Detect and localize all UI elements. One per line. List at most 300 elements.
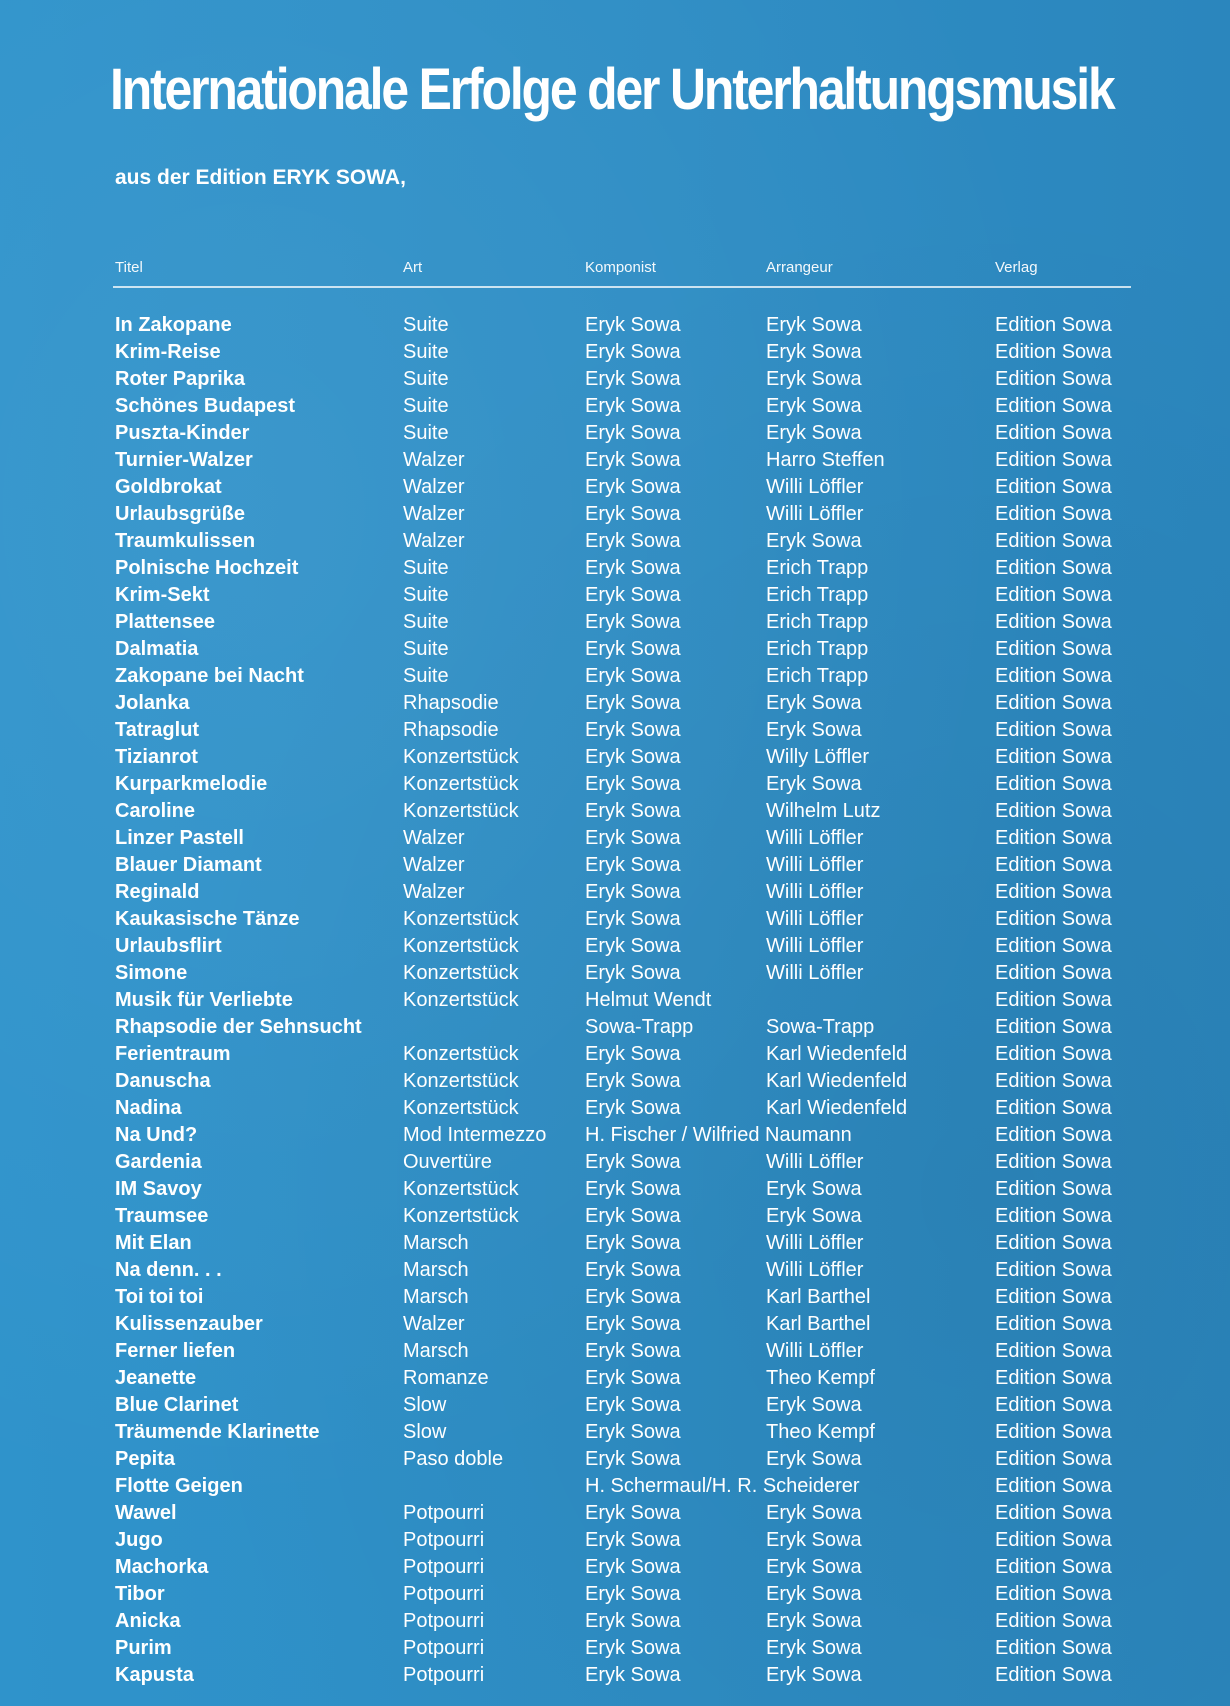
table-row (0, 1527, 1230, 1554)
row-title: Urlaubsflirt (115, 935, 222, 957)
row-art: Mod Intermezzo (403, 1124, 547, 1146)
row-arrangeur: Eryk Sowa (766, 719, 862, 741)
row-title: Roter Paprika (115, 368, 246, 390)
row-art: Potpourri (403, 1664, 485, 1686)
row-art: Konzertstück (403, 1070, 519, 1092)
table-row (0, 501, 1230, 528)
row-title: Pepita (115, 1448, 176, 1470)
row-verlag: Edition Sowa (995, 1556, 1112, 1578)
row-art: Walzer (403, 530, 465, 552)
row-verlag: Edition Sowa (995, 314, 1112, 336)
table-row (0, 1014, 1230, 1041)
row-art: Suite (403, 665, 449, 687)
row-art: Konzertstück (403, 1205, 519, 1227)
table-row (0, 1338, 1230, 1365)
row-verlag: Edition Sowa (995, 719, 1112, 741)
row-arrangeur: Eryk Sowa (766, 1394, 862, 1416)
table-row (0, 825, 1230, 852)
row-arrangeur: Karl Barthel (766, 1313, 871, 1335)
row-komponist: Eryk Sowa (585, 908, 681, 930)
row-art: Suite (403, 314, 449, 336)
row-komponist: Eryk Sowa (585, 1556, 681, 1578)
row-arrangeur: Willi Löffler (766, 962, 864, 984)
row-verlag: Edition Sowa (995, 584, 1112, 606)
row-komponist: Eryk Sowa (585, 827, 681, 849)
table-row (0, 690, 1230, 717)
row-komponist: Eryk Sowa (585, 530, 681, 552)
row-verlag: Edition Sowa (995, 395, 1112, 417)
table-row (0, 852, 1230, 879)
row-arrangeur: Karl Barthel (766, 1286, 871, 1308)
row-art: Suite (403, 395, 449, 417)
row-art: Marsch (403, 1259, 469, 1281)
row-title: Reginald (115, 881, 200, 903)
row-arrangeur: Eryk Sowa (766, 692, 862, 714)
row-arrangeur: Eryk Sowa (766, 1178, 862, 1200)
table-row (0, 1041, 1230, 1068)
row-title: Simone (115, 962, 188, 984)
row-komponist: Eryk Sowa (585, 1178, 681, 1200)
table-row (0, 1095, 1230, 1122)
table-row (0, 1257, 1230, 1284)
header-divider (113, 286, 1131, 288)
row-verlag: Edition Sowa (995, 1205, 1112, 1227)
row-art: Suite (403, 422, 449, 444)
table-row (0, 1149, 1230, 1176)
row-verlag: Edition Sowa (995, 1340, 1112, 1362)
row-title: Na denn. . . (115, 1259, 222, 1281)
row-komponist: Eryk Sowa (585, 557, 681, 579)
row-arrangeur: Willi Löffler (766, 1151, 864, 1173)
row-art: Walzer (403, 476, 465, 498)
row-komponist: Eryk Sowa (585, 1151, 681, 1173)
row-arrangeur: Willi Löffler (766, 935, 864, 957)
row-verlag: Edition Sowa (995, 1475, 1112, 1497)
row-art: Walzer (403, 854, 465, 876)
row-art: Potpourri (403, 1610, 485, 1632)
table-row (0, 1365, 1230, 1392)
row-komponist: Eryk Sowa (585, 638, 681, 660)
row-verlag: Edition Sowa (995, 638, 1112, 660)
table-row (0, 1311, 1230, 1338)
row-verlag: Edition Sowa (995, 476, 1112, 498)
row-komponist: Eryk Sowa (585, 692, 681, 714)
row-komponist: Eryk Sowa (585, 962, 681, 984)
table-row (0, 1068, 1230, 1095)
table-row (0, 1176, 1230, 1203)
row-verlag: Edition Sowa (995, 1637, 1112, 1659)
table-row (0, 636, 1230, 663)
row-verlag: Edition Sowa (995, 1016, 1112, 1038)
row-verlag: Edition Sowa (995, 881, 1112, 903)
row-art: Konzertstück (403, 773, 519, 795)
row-arrangeur: Eryk Sowa (766, 422, 862, 444)
row-art: Konzertstück (403, 935, 519, 957)
row-arrangeur: Willi Löffler (766, 854, 864, 876)
row-art: Walzer (403, 881, 465, 903)
row-title: Musik für Verliebte (115, 989, 293, 1011)
row-komponist: Eryk Sowa (585, 476, 681, 498)
row-title: Anicka (115, 1610, 181, 1632)
row-verlag: Edition Sowa (995, 1313, 1112, 1335)
row-komponist: Eryk Sowa (585, 881, 681, 903)
row-title: Ferientraum (115, 1043, 231, 1065)
row-title: Plattensee (115, 611, 216, 633)
row-arrangeur: Eryk Sowa (766, 1637, 862, 1659)
row-verlag: Edition Sowa (995, 800, 1112, 822)
row-verlag: Edition Sowa (995, 1583, 1112, 1605)
row-title: Dalmatia (115, 638, 199, 660)
row-komponist: Eryk Sowa (585, 746, 681, 768)
row-art: Konzertstück (403, 1178, 519, 1200)
row-art: Walzer (403, 1313, 465, 1335)
row-verlag: Edition Sowa (995, 341, 1112, 363)
row-arrangeur: Eryk Sowa (766, 395, 862, 417)
row-verlag: Edition Sowa (995, 1043, 1112, 1065)
table-row (0, 1473, 1230, 1500)
row-arrangeur: Eryk Sowa (766, 530, 862, 552)
column-header-title: Titel (115, 259, 143, 276)
row-komponist: Eryk Sowa (585, 1664, 681, 1686)
row-verlag: Edition Sowa (995, 854, 1112, 876)
row-komponist: Eryk Sowa (585, 1340, 681, 1362)
row-art: Suite (403, 341, 449, 363)
row-verlag: Edition Sowa (995, 1448, 1112, 1470)
row-komponist: Eryk Sowa (585, 1043, 681, 1065)
row-arrangeur: Willy Löffler (766, 746, 869, 768)
row-art: Marsch (403, 1286, 469, 1308)
row-arrangeur: Theo Kempf (766, 1421, 875, 1443)
row-verlag: Edition Sowa (995, 1178, 1112, 1200)
row-title: Kurparkmelodie (115, 773, 268, 795)
row-title: Puszta-Kinder (115, 422, 250, 444)
row-title: Traumkulissen (115, 530, 256, 552)
table-row (0, 663, 1230, 690)
table-row (0, 474, 1230, 501)
row-verlag: Edition Sowa (995, 746, 1112, 768)
row-arrangeur: Eryk Sowa (766, 1529, 862, 1551)
row-komponist: Eryk Sowa (585, 1232, 681, 1254)
row-arrangeur: Erich Trapp (766, 638, 869, 660)
row-art: Konzertstück (403, 1097, 519, 1119)
row-art: Rhapsodie (403, 719, 499, 741)
row-title: IM Savoy (115, 1178, 202, 1200)
page-title: Internationale Erfolge der Unterhaltungsmusik (110, 57, 1114, 122)
row-art: Suite (403, 557, 449, 579)
table-row (0, 744, 1230, 771)
row-komponist: Eryk Sowa (585, 422, 681, 444)
table-row (0, 1230, 1230, 1257)
row-title: Blauer Diamant (115, 854, 262, 876)
row-verlag: Edition Sowa (995, 773, 1112, 795)
row-title: Nadina (115, 1097, 182, 1119)
table-row (0, 366, 1230, 393)
row-art: Potpourri (403, 1637, 485, 1659)
row-komponist: Eryk Sowa (585, 1610, 681, 1632)
row-komponist: Eryk Sowa (585, 449, 681, 471)
table-row (0, 1392, 1230, 1419)
row-title: Kaukasische Tänze (115, 908, 300, 930)
table-row (0, 1662, 1230, 1689)
table-row (0, 771, 1230, 798)
row-komponist: Eryk Sowa (585, 611, 681, 633)
row-komponist: Eryk Sowa (585, 1097, 681, 1119)
row-art: Konzertstück (403, 800, 519, 822)
row-verlag: Edition Sowa (995, 935, 1112, 957)
row-verlag: Edition Sowa (995, 1070, 1112, 1092)
row-verlag: Edition Sowa (995, 692, 1112, 714)
row-title: Goldbrokat (115, 476, 222, 498)
row-komponist: Eryk Sowa (585, 395, 681, 417)
row-title: Rhapsodie der Sehnsucht (115, 1016, 362, 1038)
row-title: Traumsee (115, 1205, 209, 1227)
row-art: Rhapsodie (403, 692, 499, 714)
row-title: Ferner liefen (115, 1340, 236, 1362)
column-header-art: Art (403, 259, 423, 276)
table-row (0, 420, 1230, 447)
row-verlag: Edition Sowa (995, 1151, 1112, 1173)
column-header-verlag: Verlag (995, 259, 1038, 276)
row-title: Caroline (115, 800, 196, 822)
row-arrangeur: Sowa-Trapp (766, 1016, 875, 1038)
row-arrangeur: Willi Löffler (766, 1340, 864, 1362)
row-arrangeur: Eryk Sowa (766, 1502, 862, 1524)
table-row (0, 555, 1230, 582)
row-title: Krim-Sekt (115, 584, 210, 606)
row-komponist: Eryk Sowa (585, 935, 681, 957)
row-komponist: Eryk Sowa (585, 1205, 681, 1227)
row-art: Potpourri (403, 1502, 485, 1524)
row-komponist: Eryk Sowa (585, 665, 681, 687)
row-verlag: Edition Sowa (995, 557, 1112, 579)
row-title: Turnier-Walzer (115, 449, 253, 471)
row-art: Suite (403, 638, 449, 660)
row-arrangeur: Eryk Sowa (766, 773, 862, 795)
row-arrangeur: Karl Wiedenfeld (766, 1043, 908, 1065)
row-verlag: Edition Sowa (995, 1367, 1112, 1389)
table-row (0, 906, 1230, 933)
row-arrangeur: Eryk Sowa (766, 1448, 862, 1470)
row-verlag: Edition Sowa (995, 1529, 1112, 1551)
table-row (0, 960, 1230, 987)
row-arrangeur: Willi Löffler (766, 476, 864, 498)
row-title: Blue Clarinet (115, 1394, 239, 1416)
row-title: Kulissenzauber (115, 1313, 263, 1335)
row-arrangeur: Erich Trapp (766, 584, 869, 606)
row-verlag: Edition Sowa (995, 1502, 1112, 1524)
row-title: Mit Elan (115, 1232, 192, 1254)
table-row (0, 447, 1230, 474)
row-komponist: Eryk Sowa (585, 1448, 681, 1470)
row-komponist: Eryk Sowa (585, 800, 681, 822)
row-arrangeur: Eryk Sowa (766, 314, 862, 336)
row-arrangeur: Erich Trapp (766, 557, 869, 579)
row-arrangeur: Willi Löffler (766, 1232, 864, 1254)
row-title: Schönes Budapest (115, 395, 296, 417)
row-art: Marsch (403, 1340, 469, 1362)
row-title: Jugo (115, 1529, 163, 1551)
row-title: Jeanette (115, 1367, 197, 1389)
table-row (0, 933, 1230, 960)
table-row (0, 987, 1230, 1014)
row-verlag: Edition Sowa (995, 1610, 1112, 1632)
row-komponist: Eryk Sowa (585, 773, 681, 795)
row-verlag: Edition Sowa (995, 368, 1112, 390)
row-verlag: Edition Sowa (995, 530, 1112, 552)
table-row (0, 1446, 1230, 1473)
table-row (0, 1581, 1230, 1608)
row-verlag: Edition Sowa (995, 1664, 1112, 1686)
row-art: Konzertstück (403, 908, 519, 930)
row-komponist: Eryk Sowa (585, 1259, 681, 1281)
row-title: Tizianrot (115, 746, 198, 768)
row-komponist: Eryk Sowa (585, 584, 681, 606)
row-arrangeur: Eryk Sowa (766, 1205, 862, 1227)
row-verlag: Edition Sowa (995, 908, 1112, 930)
row-komponist: Eryk Sowa (585, 341, 681, 363)
row-verlag: Edition Sowa (995, 1097, 1112, 1119)
row-komponist: Sowa-Trapp (585, 1016, 694, 1038)
row-arrangeur: Harro Steffen (766, 449, 885, 471)
row-arrangeur: Eryk Sowa (766, 1664, 862, 1686)
row-komponist: Eryk Sowa (585, 854, 681, 876)
row-title: Gardenia (115, 1151, 202, 1173)
row-komponist: H. Fischer / Wilfried Naumann (585, 1124, 852, 1146)
row-title: Flotte Geigen (115, 1475, 243, 1497)
table-row (0, 1122, 1230, 1149)
row-title: Krim-Reise (115, 341, 221, 363)
row-komponist: Eryk Sowa (585, 1421, 681, 1443)
row-arrangeur: Erich Trapp (766, 665, 869, 687)
row-komponist: Eryk Sowa (585, 719, 681, 741)
row-title: Träumende Klarinette (115, 1421, 320, 1443)
row-art: Suite (403, 584, 449, 606)
table-row (0, 1554, 1230, 1581)
row-title: Wawel (115, 1502, 177, 1524)
row-komponist: Eryk Sowa (585, 1313, 681, 1335)
row-arrangeur: Eryk Sowa (766, 1556, 862, 1578)
row-komponist: Eryk Sowa (585, 1070, 681, 1092)
row-arrangeur: Wilhelm Lutz (766, 800, 881, 822)
row-title: Kapusta (115, 1664, 194, 1686)
row-art: Paso doble (403, 1448, 504, 1470)
table-row (0, 1608, 1230, 1635)
row-title: In Zakopane (115, 314, 232, 336)
row-arrangeur: Erich Trapp (766, 611, 869, 633)
row-verlag: Edition Sowa (995, 422, 1112, 444)
table-row (0, 609, 1230, 636)
table-row (0, 312, 1230, 339)
row-komponist: H. Schermaul/H. R. Scheiderer (585, 1475, 860, 1497)
row-arrangeur: Eryk Sowa (766, 1583, 862, 1605)
row-komponist: Eryk Sowa (585, 314, 681, 336)
row-verlag: Edition Sowa (995, 1259, 1112, 1281)
table-row (0, 339, 1230, 366)
row-art: Konzertstück (403, 989, 519, 1011)
row-arrangeur: Theo Kempf (766, 1367, 875, 1389)
row-komponist: Eryk Sowa (585, 1529, 681, 1551)
row-arrangeur: Willi Löffler (766, 827, 864, 849)
row-art: Walzer (403, 503, 465, 525)
row-arrangeur: Willi Löffler (766, 1259, 864, 1281)
row-arrangeur: Eryk Sowa (766, 1610, 862, 1632)
row-art: Suite (403, 368, 449, 390)
table-row (0, 1284, 1230, 1311)
catalog-list (0, 312, 1230, 1689)
row-komponist: Eryk Sowa (585, 1394, 681, 1416)
row-verlag: Edition Sowa (995, 1232, 1112, 1254)
row-verlag: Edition Sowa (995, 503, 1112, 525)
row-verlag: Edition Sowa (995, 1421, 1112, 1443)
row-komponist: Eryk Sowa (585, 368, 681, 390)
row-komponist: Eryk Sowa (585, 1637, 681, 1659)
row-verlag: Edition Sowa (995, 962, 1112, 984)
row-art: Potpourri (403, 1556, 485, 1578)
row-arrangeur: Eryk Sowa (766, 341, 862, 363)
row-arrangeur: Karl Wiedenfeld (766, 1097, 908, 1119)
table-row (0, 1419, 1230, 1446)
table-row (0, 1500, 1230, 1527)
row-arrangeur: Willi Löffler (766, 881, 864, 903)
row-title: Tatraglut (115, 719, 200, 741)
row-verlag: Edition Sowa (995, 989, 1112, 1011)
table-row (0, 1635, 1230, 1662)
table-row (0, 528, 1230, 555)
row-verlag: Edition Sowa (995, 1394, 1112, 1416)
row-arrangeur: Willi Löffler (766, 503, 864, 525)
table-row (0, 1203, 1230, 1230)
row-art: Romanze (403, 1367, 489, 1389)
row-art: Slow (403, 1394, 447, 1416)
row-komponist: Helmut Wendt (585, 989, 712, 1011)
row-verlag: Edition Sowa (995, 611, 1112, 633)
row-art: Suite (403, 611, 449, 633)
row-komponist: Eryk Sowa (585, 1286, 681, 1308)
row-art: Konzertstück (403, 746, 519, 768)
row-title: Tibor (115, 1583, 165, 1605)
row-art: Walzer (403, 827, 465, 849)
row-verlag: Edition Sowa (995, 827, 1112, 849)
row-komponist: Eryk Sowa (585, 1583, 681, 1605)
row-verlag: Edition Sowa (995, 1124, 1112, 1146)
row-komponist: Eryk Sowa (585, 1367, 681, 1389)
row-title: Machorka (115, 1556, 209, 1578)
row-arrangeur: Eryk Sowa (766, 368, 862, 390)
row-komponist: Eryk Sowa (585, 503, 681, 525)
row-title: Zakopane bei Nacht (115, 665, 304, 687)
table-row (0, 717, 1230, 744)
row-art: Walzer (403, 449, 465, 471)
row-art: Konzertstück (403, 962, 519, 984)
page-subtitle: aus der Edition ERYK SOWA, (115, 166, 406, 189)
row-title: Toi toi toi (115, 1286, 204, 1308)
table-row (0, 798, 1230, 825)
row-title: Urlaubsgrüße (115, 503, 246, 525)
row-arrangeur: Karl Wiedenfeld (766, 1070, 908, 1092)
row-komponist: Eryk Sowa (585, 1502, 681, 1524)
row-arrangeur: Willi Löffler (766, 908, 864, 930)
row-title: Purim (115, 1637, 172, 1659)
row-verlag: Edition Sowa (995, 665, 1112, 687)
row-title: Jolanka (115, 692, 190, 714)
column-header-komponist: Komponist (585, 259, 656, 276)
row-art: Konzertstück (403, 1043, 519, 1065)
row-verlag: Edition Sowa (995, 1286, 1112, 1308)
row-art: Slow (403, 1421, 447, 1443)
row-art: Marsch (403, 1232, 469, 1254)
row-title: Polnische Hochzeit (115, 557, 299, 579)
row-art: Ouvertüre (403, 1151, 492, 1173)
